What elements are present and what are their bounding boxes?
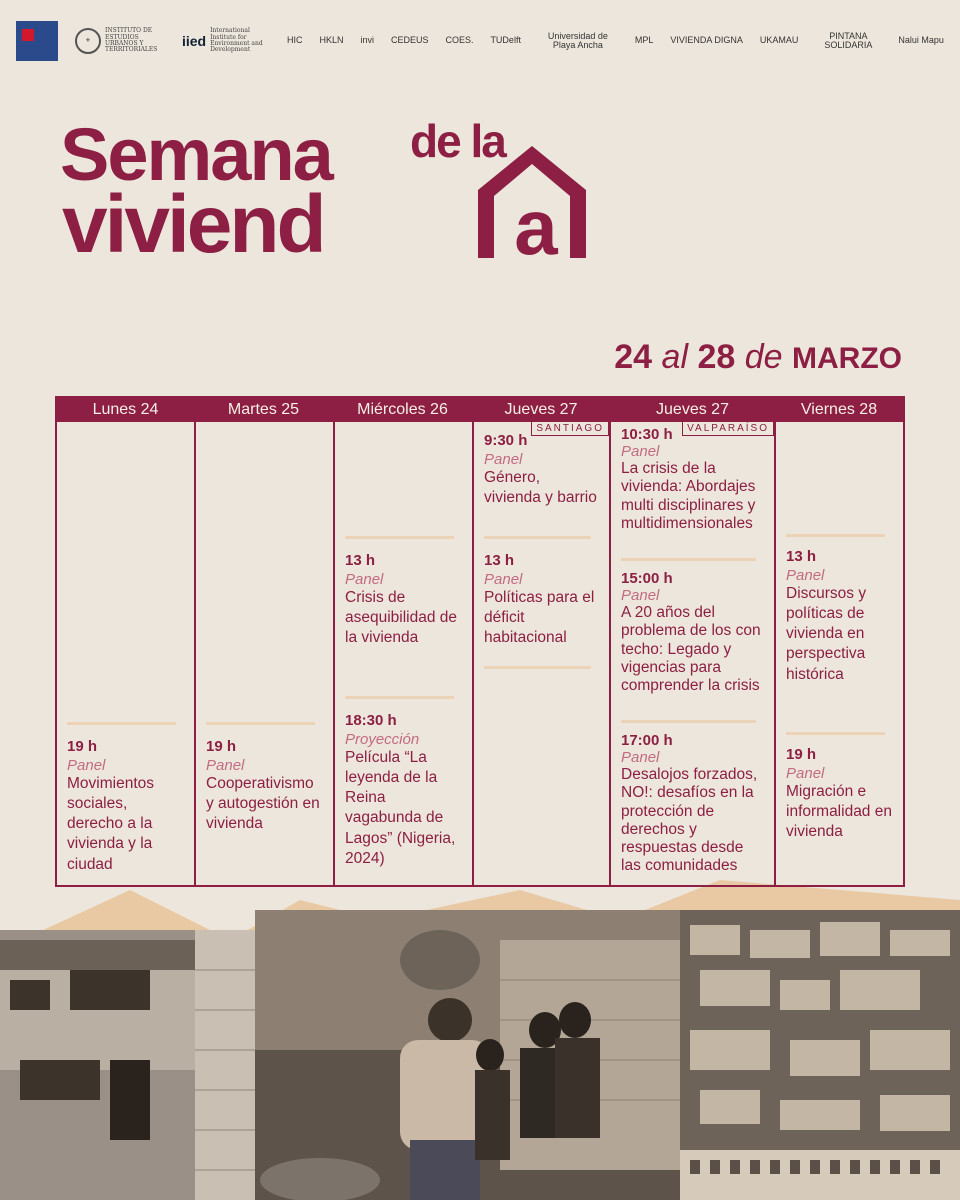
nm-logo: Nalui Mapu <box>898 35 944 46</box>
divider <box>345 536 454 539</box>
title-semana: Semana <box>60 113 332 196</box>
tudelft-logo: TUDelft <box>490 35 521 46</box>
divider <box>484 666 591 669</box>
column-jueves-santiago <box>474 422 611 885</box>
day-header-miercoles: Miércoles 26 <box>357 401 448 418</box>
day-header-jueves-valparaiso: Jueves 27 <box>656 401 729 418</box>
day-header-lunes: Lunes 24 <box>92 401 159 418</box>
event-miercoles-1830: 18:30 h Proyección Película “La leyenda de la Reina vagabunda de Lagos” (Nigeria, 2024) <box>345 712 456 867</box>
event-date: 24 al 28 de MARZO <box>614 338 902 376</box>
event-lunes-19: 19 h Panel Movimientos sociales, derecho a la vivienda y la ciudad <box>67 738 154 873</box>
divider <box>206 722 315 725</box>
title-house-letter: a <box>514 183 558 262</box>
event-jueves-1030: 10:30 h Panel La crisis de la vivienda: Abordajes multi disciplinares y multidimensionales <box>621 426 756 532</box>
event-martes-19: 19 h Panel Cooperativismo y autogestión en vivienda <box>206 738 320 833</box>
house-icon <box>474 142 590 262</box>
column-lunes <box>57 422 196 885</box>
schedule-header <box>57 398 903 422</box>
schedule-table <box>55 396 905 887</box>
tag-valparaiso: VALPARAÍSO <box>682 422 774 436</box>
gobierno-chile-logo <box>16 21 58 61</box>
coes-logo: COES. <box>445 35 474 46</box>
divider <box>345 696 454 699</box>
divider <box>786 732 885 735</box>
event-miercoles-13: 13 h Panel Crisis de asequibilidad de la vivienda <box>345 552 458 647</box>
column-jueves-valparaiso <box>611 422 776 885</box>
title-de-la: de la <box>410 115 505 167</box>
divider <box>786 534 885 537</box>
event-jueves-930: 9:30 h Panel Género, vivienda y barrio <box>484 432 597 507</box>
cedeus-logo: CEDEUS <box>390 35 429 46</box>
divider <box>621 720 756 723</box>
event-viernes-19: 19 h Panel Migración e informalidad en vivienda <box>786 746 892 841</box>
divider <box>67 722 176 725</box>
invi-logo: invi <box>360 35 374 46</box>
column-viernes <box>776 422 903 885</box>
vivienda-digna-logo: VIVIENDA DIGNA <box>670 35 743 46</box>
divider <box>621 558 756 561</box>
seal-icon: ⚜ <box>75 28 101 54</box>
event-jueves-1500: 15:00 h Panel A 20 años del problema de los con techo: Legado y vigencias para comprender la crisis <box>621 570 761 695</box>
hic-logo: HIC <box>287 35 303 46</box>
tag-santiago: SANTIAGO <box>531 422 609 436</box>
column-martes <box>196 422 335 885</box>
divider <box>484 536 591 539</box>
title-vivienda: viviend <box>62 179 324 270</box>
universidad-playa-ancha-logo: Universidad de Playa Ancha <box>547 30 608 50</box>
pintana-solidaria-logo: PINTANA SOLIDARIA <box>824 30 873 50</box>
column-miercoles <box>335 422 474 885</box>
event-jueves-13: 13 h Panel Políticas para el déficit habitacional <box>484 552 595 647</box>
ukamau-logo: UKAMAU <box>759 35 799 46</box>
day-header-viernes: Viernes 28 <box>800 401 878 418</box>
event-jueves-1700: 17:00 h Panel Desalojos forzados, NO!: desafíos en la protección de derechos y respuestas desde las comunidades <box>621 732 758 875</box>
hkln-logo: HKLN <box>319 35 344 46</box>
iied-logo: iied International Institute for Environment and Development <box>181 27 263 54</box>
instituto-estudios-urbanos-logo: ⚜ INSTITUTO DE ESTUDIOS URBANOS Y TERRITORIALES <box>75 28 165 54</box>
event-title <box>60 113 600 270</box>
sponsor-logos <box>16 18 944 64</box>
event-viernes-13: 13 h Panel Discursos y políticas de vivienda en perspectiva histórica <box>786 548 867 683</box>
day-header-martes: Martes 25 <box>227 401 300 418</box>
day-header-jueves-santiago: Jueves 27 <box>504 401 578 418</box>
mpl-logo: MPL <box>634 35 654 46</box>
